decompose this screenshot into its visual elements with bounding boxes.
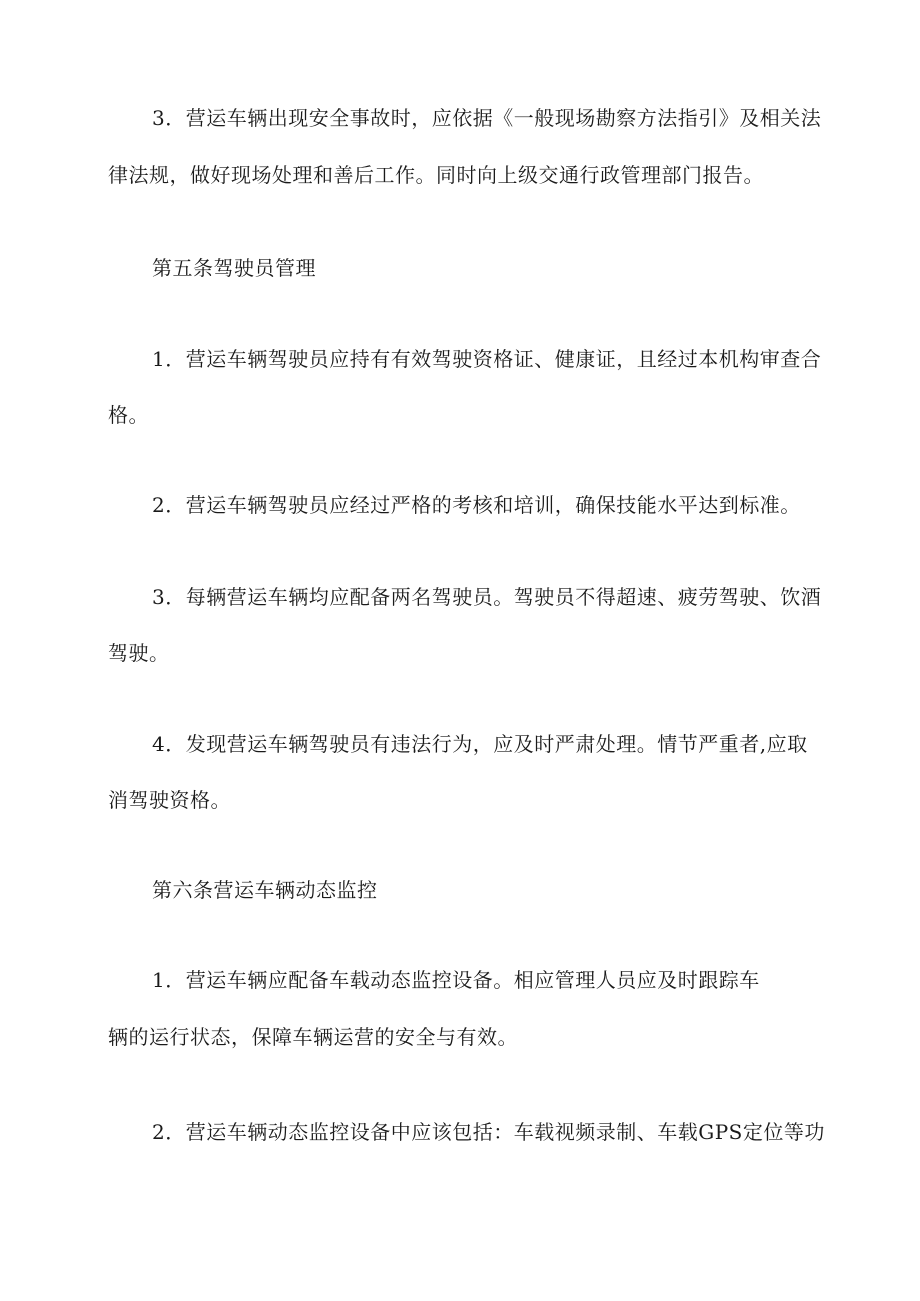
paragraph-line: 2．营运车辆驾驶员应经过严格的考核和培训，确保技能水平达到标准。 — [152, 493, 801, 517]
paragraph-line: 3．营运车辆出现安全事故时，应依据《一般现场勘察方法指引》及相关法 — [152, 106, 822, 130]
paragraph-line: 消驾驶资格。 — [108, 788, 231, 812]
paragraph-line: 辆的运行状态，保障车辆运营的安全与有效。 — [108, 1025, 518, 1049]
paragraph-line: 2．营运车辆动态监控设备中应该包括：车载视频录制、车载GPS定位等功 — [152, 1120, 825, 1144]
paragraph-line: 1．营运车辆应配备车载动态监控设备。相应管理人员应及时跟踪车 — [152, 968, 760, 992]
paragraph-line: 格。 — [108, 403, 149, 427]
paragraph-line: 1．营运车辆驾驶员应持有有效驾驶资格证、健康证，且经过本机构审查合 — [152, 347, 822, 371]
paragraph-line: 3．每辆营运车辆均应配备两名驾驶员。驾驶员不得超速、疲劳驾驶、饮酒 — [152, 585, 822, 609]
paragraph-line: 驾驶。 — [108, 641, 170, 665]
paragraph-line: 律法规，做好现场处理和善后工作。同时向上级交通行政管理部门报告。 — [108, 163, 764, 187]
paragraph-line: 4．发现营运车辆驾驶员有违法行为，应及时严肃处理。情节严重者,应取 — [152, 732, 808, 756]
section-heading: 第六条营运车辆动态监控 — [152, 878, 378, 902]
section-heading: 第五条驾驶员管理 — [152, 256, 316, 280]
